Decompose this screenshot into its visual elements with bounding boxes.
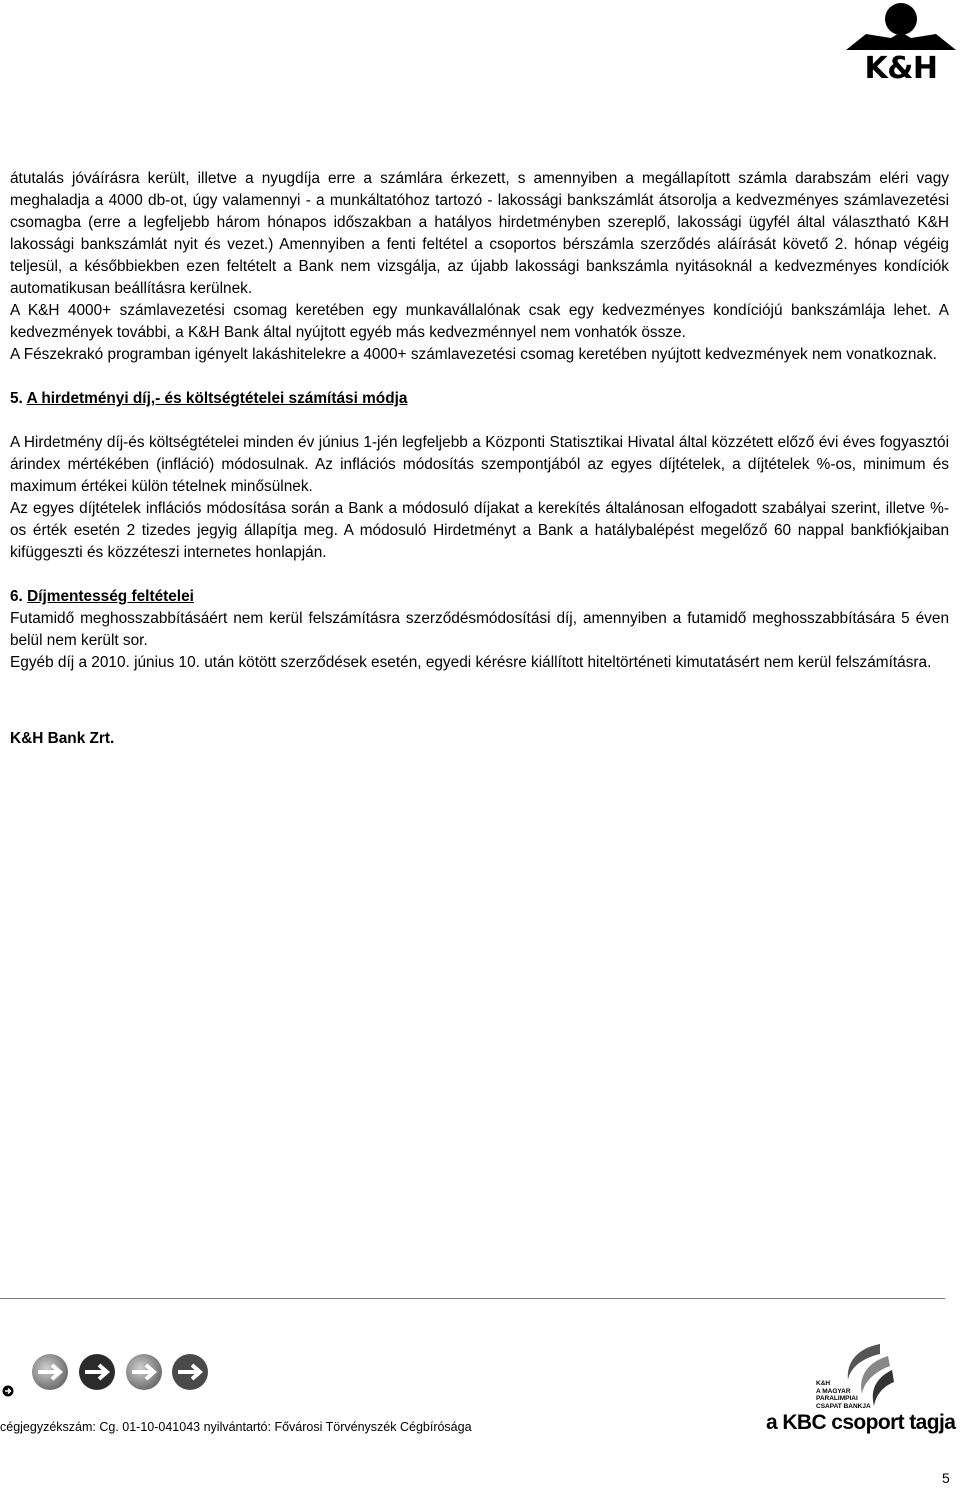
kh-logo-mark [846,2,956,54]
document-body [10,168,949,750]
signature: K&H Bank Zrt. [10,730,115,747]
paragraph-feszekrako: A Fészekrakó programban igényelt lakáshitelekre a 4000+ számlavezetési csomag keretében nyújtott kedvezmények nem vonatkoznak. [10,346,937,363]
section-6-paragraph-2: Egyéb díj a 2010. június 10. után kötött szerződések esetén, egyedi kérésre kiállított hiteltörténeti kimutatásért nem kerül felszámításra. [10,654,932,671]
footer-divider [0,1298,945,1299]
paragraph-4000-plus: A K&H 4000+ számlavezetési csomag keretében egy munkavállalónak csak egy kedvezményes kondíciójú bankszámlája lehet. A kedvezmények további, a K&H Bank által nyújtott egyéb más kedvezménnyel nem vonhatók össze. [10,302,949,341]
small-arrow-icon [2,1385,14,1397]
section-5-paragraph-1: A Hirdetmény díj-és költségtételei minden év június 1-jén legfeljebb a Központi Statisztikai Hivatal által közzétett előző évi éves fogyasztói árindex mértékében (infláció) módosulnak. Az inflációs módosítás szempontjából az egyes díjtételek, a díjtételek %-os, minimum és maximum értékei külön tételnek minősülnek. [10,434,949,495]
paragraph-intro: átutalás jóváírásra került, illetve a nyugdíja erre a számlára érkezett, s amennyiben a megállapított számla darabszám eléri vagy meghaladja a 4000 db-ot, úgy valamennyi - a munkáltatóhoz tartozó - lakossági bankszámlát átsorolja a kedvezményes számlavezetési csomagba (erre a legfeljebb három hónapos időszakban a hatályos hirdetményben szereplő, lakossági ügyfél által választható K&H lakossági bankszámlát nyit és vezet.) Amennyiben a fenti feltétel a csoportos bérszámla szerződés aláírását követő 2. hónap végéig teljesül, a későbbiekben ezen feltételt a Bank nem vizsgálja, az újabb lakossági bankszámla nyitásoknál a kedvezményes kondíciók automatikusan beállításra kerülnek. [10,170,949,297]
section-5-paragraph-2: Az egyes díjtételek inflációs módosítása során a Bank a módosuló díjakat a kerekítés általánosan elfogadott szabályai szerint, illetve %-os érték esetén 2 tizedes jegyig állapítja meg. A módosuló Hirdetményt a Bank a hatálybalépést megelőző 60 nappal bankfiókjaiban kifüggeszti és közzéteszi internetes honlapján. [10,500,949,561]
kh-logo [846,2,956,86]
paralympic-line-3: PARALIMPIAI [816,1395,858,1402]
section-6-paragraph-1: Futamidő meghosszabbításáért nem kerül felszámításra szerződésmódosítási díj, amennyiben a futamidő meghosszabbítására 5 éven belül nem került sor. [10,610,949,649]
section-6-heading [10,586,949,608]
section-6-number: 6. [10,588,23,605]
paralympic-line-1: K&H [816,1380,831,1387]
paralympic-line-2: A MAGYAR [816,1387,851,1395]
paralympic-line-4: CSAPAT BANKJA [816,1402,871,1410]
kh-logo-text: K&H [864,51,938,86]
paralympic-sponsor-text [816,1380,871,1410]
page-number: 5 [942,1470,950,1486]
company-registry: cégjegyzékszám: Cg. 01-10-041043 nyilvántartó: Fővárosi Törvényszék Cégbírósága [0,1420,472,1434]
section-5-number: 5. [10,390,23,407]
arrow-circles-icon [0,1350,210,1400]
section-5-title: A hirdetményi díj,- és költségtételei számítási módja [26,390,408,407]
section-5-heading [10,388,949,410]
section-6-title: Díjmentesség feltételei [27,588,194,605]
kbc-group-tagline: a KBC csoport tagja [766,1411,956,1434]
